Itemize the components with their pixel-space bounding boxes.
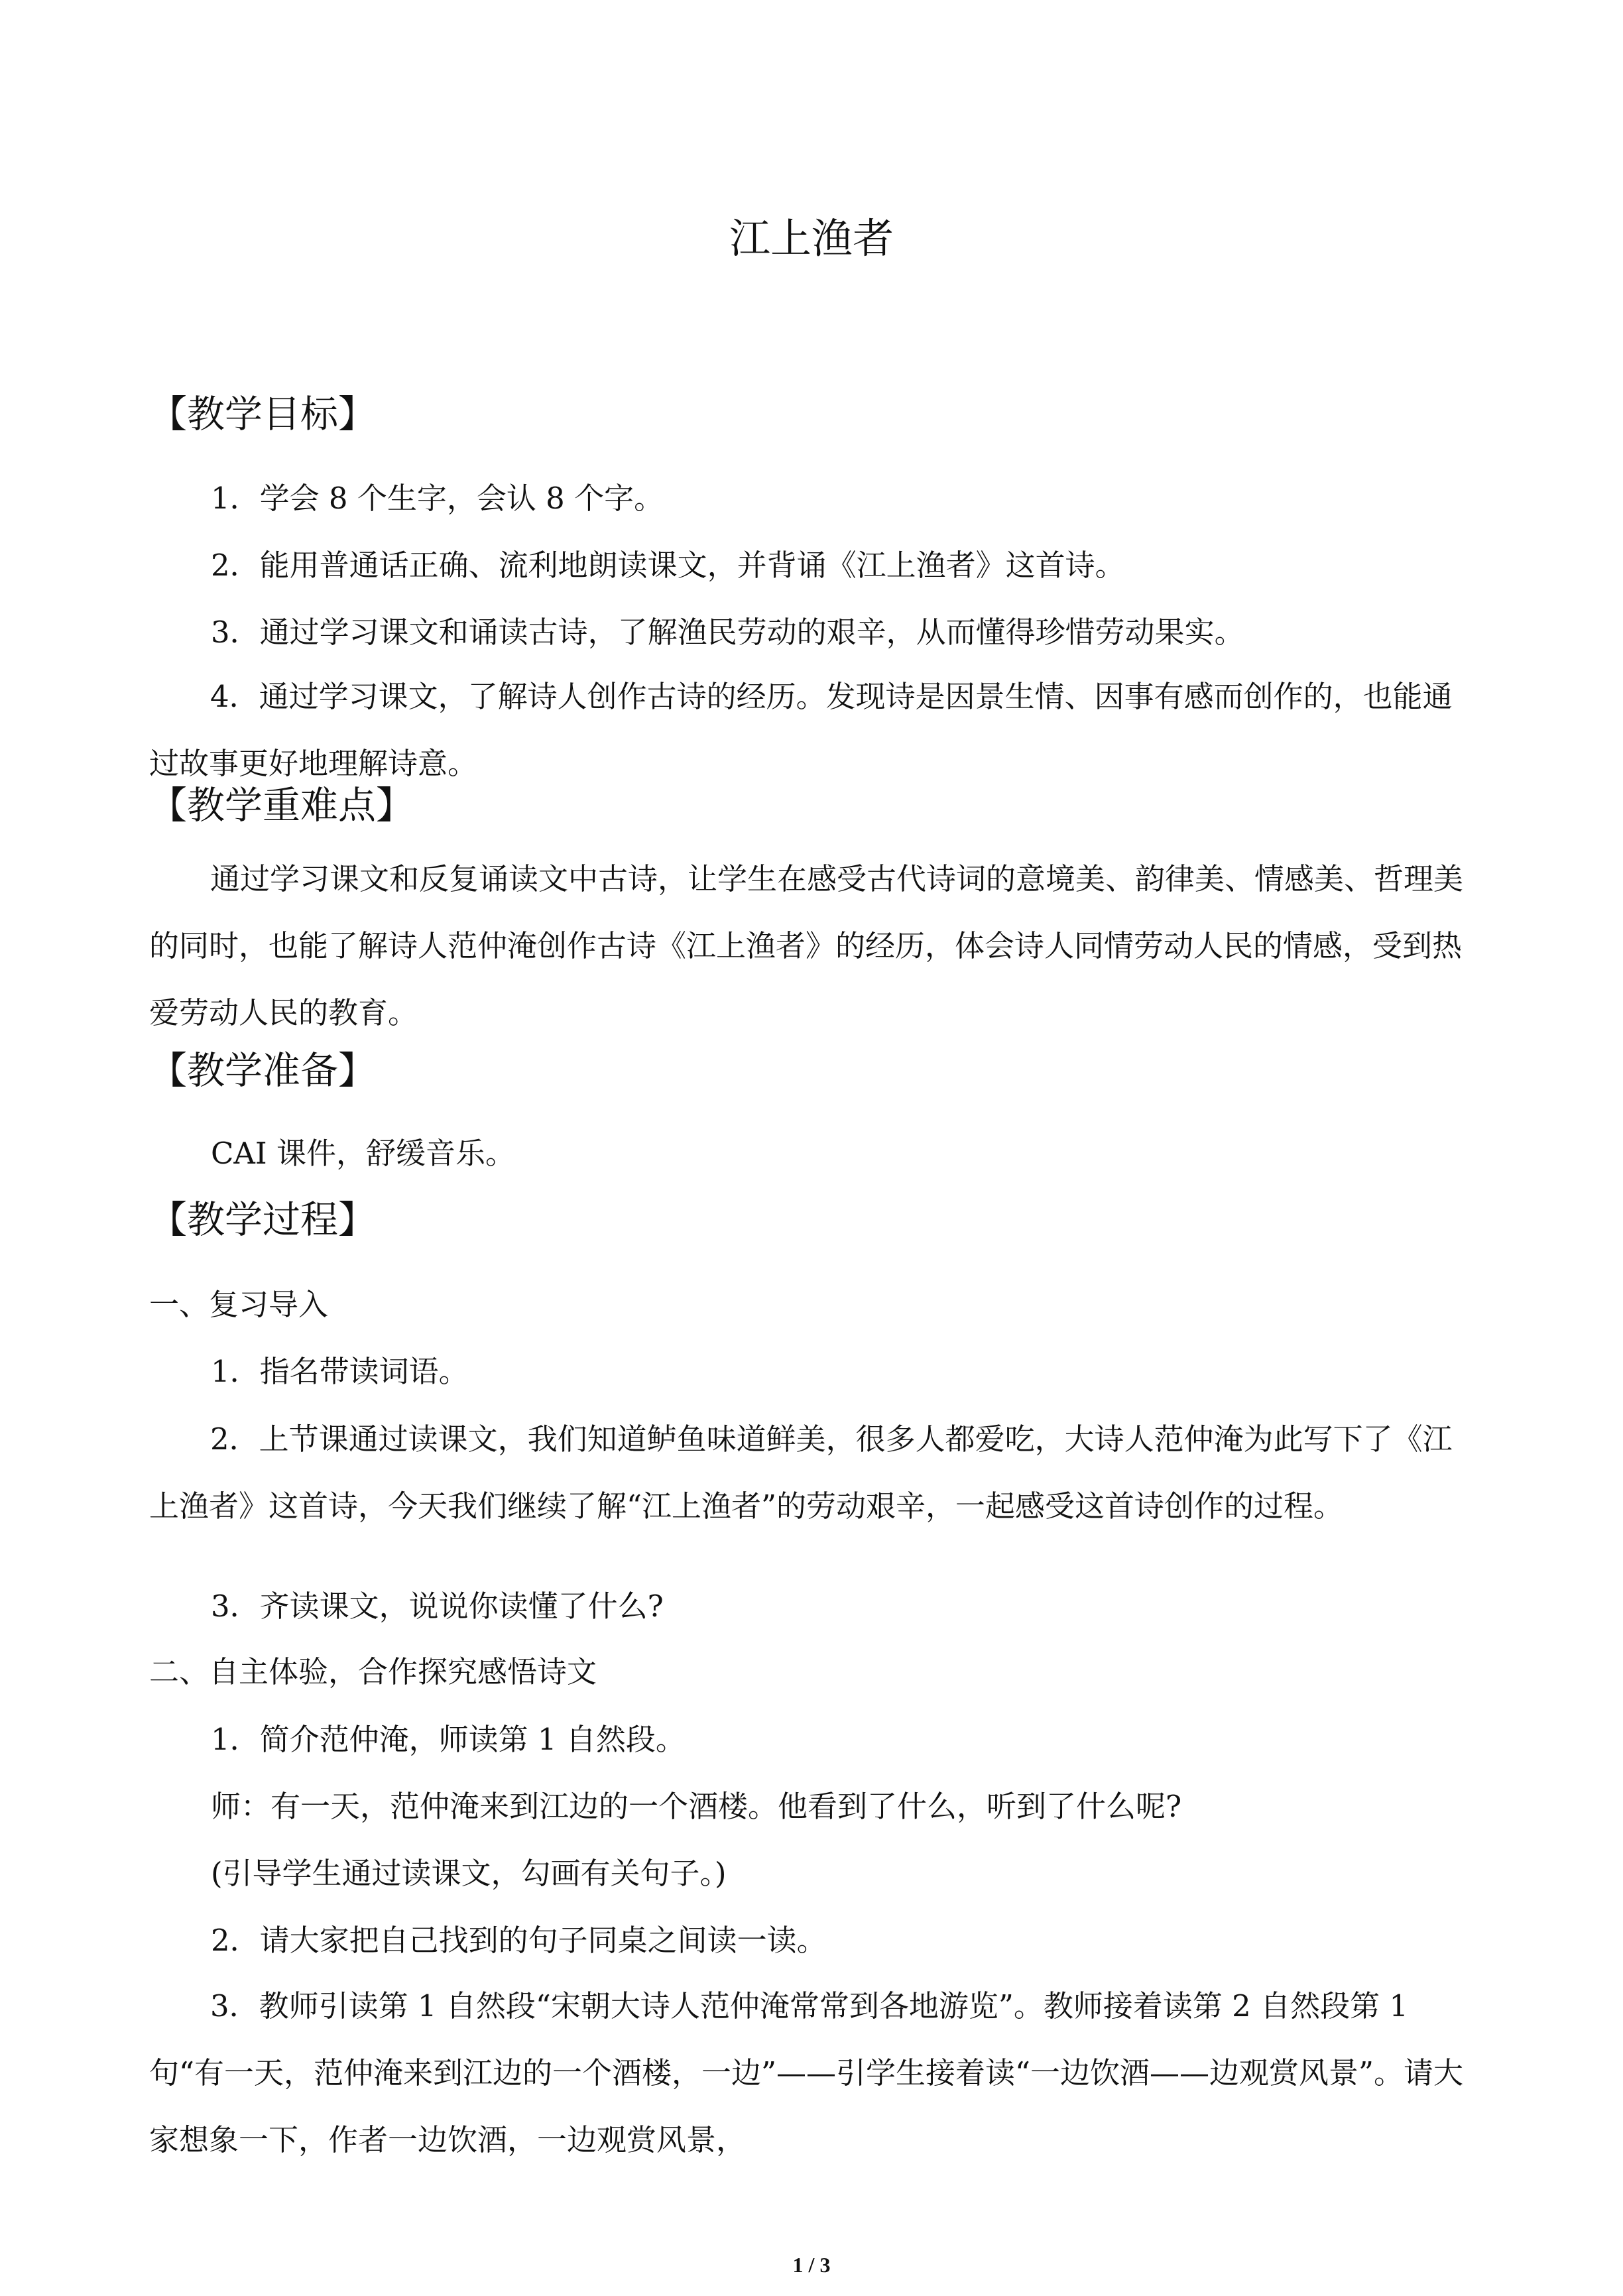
preparation-text: CAI 课件，舒缓音乐。 <box>211 1136 516 1171</box>
process-part1-item-3: 3．齐读课文，说说你读懂了什么? <box>211 1589 664 1624</box>
process-part1-item-2: 2．上节课通过读课文，我们知道鲈鱼味道鲜美，很多人都爱吃，大诗人范仲淹为此写下了《江上渔者》这首诗，今天我们继续了解“江上渔者”的劳动艰辛，一起感受这首诗创作的过程。 <box>149 1421 1453 1524</box>
process-part2-item-1: 1．简介范仲淹，师读第 1 自然段。 <box>211 1722 686 1757</box>
objective-item-1: 1．学会 8 个生字，会认 8 个字。 <box>211 481 664 516</box>
process-part2-note: (引导学生通过读课文，勾画有关句子。) <box>211 1856 727 1891</box>
page-number: 1 / 3 <box>792 2253 831 2277</box>
process-part1-title: 一、复习导入 <box>149 1287 329 1322</box>
process-part1-item-1: 1．指名带读词语。 <box>211 1354 469 1389</box>
objective-item-2: 2．能用普通话正确、流利地朗读课文，并背诵《江上渔者》这首诗。 <box>211 548 1125 583</box>
key-points-heading: 【教学重难点】 <box>149 784 414 827</box>
process-part2-title: 二、自主体验，合作探究感悟诗文 <box>149 1654 597 1689</box>
process-part2-teacher-line: 师：有一天，范仲淹来到江边的一个酒楼。他看到了什么，听到了什么呢? <box>211 1789 1182 1824</box>
process-part2-item-3: 3．教师引读第 1 自然段“宋朝大诗人范仲淹常常到各地游览”。教师接着读第 2 自然段第 1 句“有一天，范仲淹来到江边的一个酒楼，一边”——引学生接着读“一边饮酒——边观赏风景”。请大家想象一下，作者一边饮酒，一边观赏风景， <box>149 1988 1464 2157</box>
objective-item-3: 3．通过学习课文和诵读古诗，了解渔民劳动的艰辛，从而懂得珍惜劳动果实。 <box>211 615 1244 650</box>
process-part2-item-2: 2．请大家把自己找到的句子同桌之间读一读。 <box>211 1923 827 1958</box>
objective-item-4: 4．通过学习课文，了解诗人创作古诗的经历。发现诗是因景生情、因事有感而创作的，也能通过故事更好地理解诗意。 <box>149 679 1453 781</box>
process-heading: 【教学过程】 <box>149 1198 376 1242</box>
key-points-text: 通过学习课文和反复诵读文中古诗，让学生在感受古代诗词的意境美、韵律美、情感美、哲理美的同时，也能了解诗人范仲淹创作古诗《江上渔者》的经历，体会诗人同情劳动人民的情感，受到热爱劳动人民的教育。 <box>149 861 1464 1030</box>
preparation-heading: 【教学准备】 <box>149 1049 376 1093</box>
page-title: 江上渔者 <box>729 214 894 263</box>
objectives-heading: 【教学目标】 <box>149 393 376 436</box>
